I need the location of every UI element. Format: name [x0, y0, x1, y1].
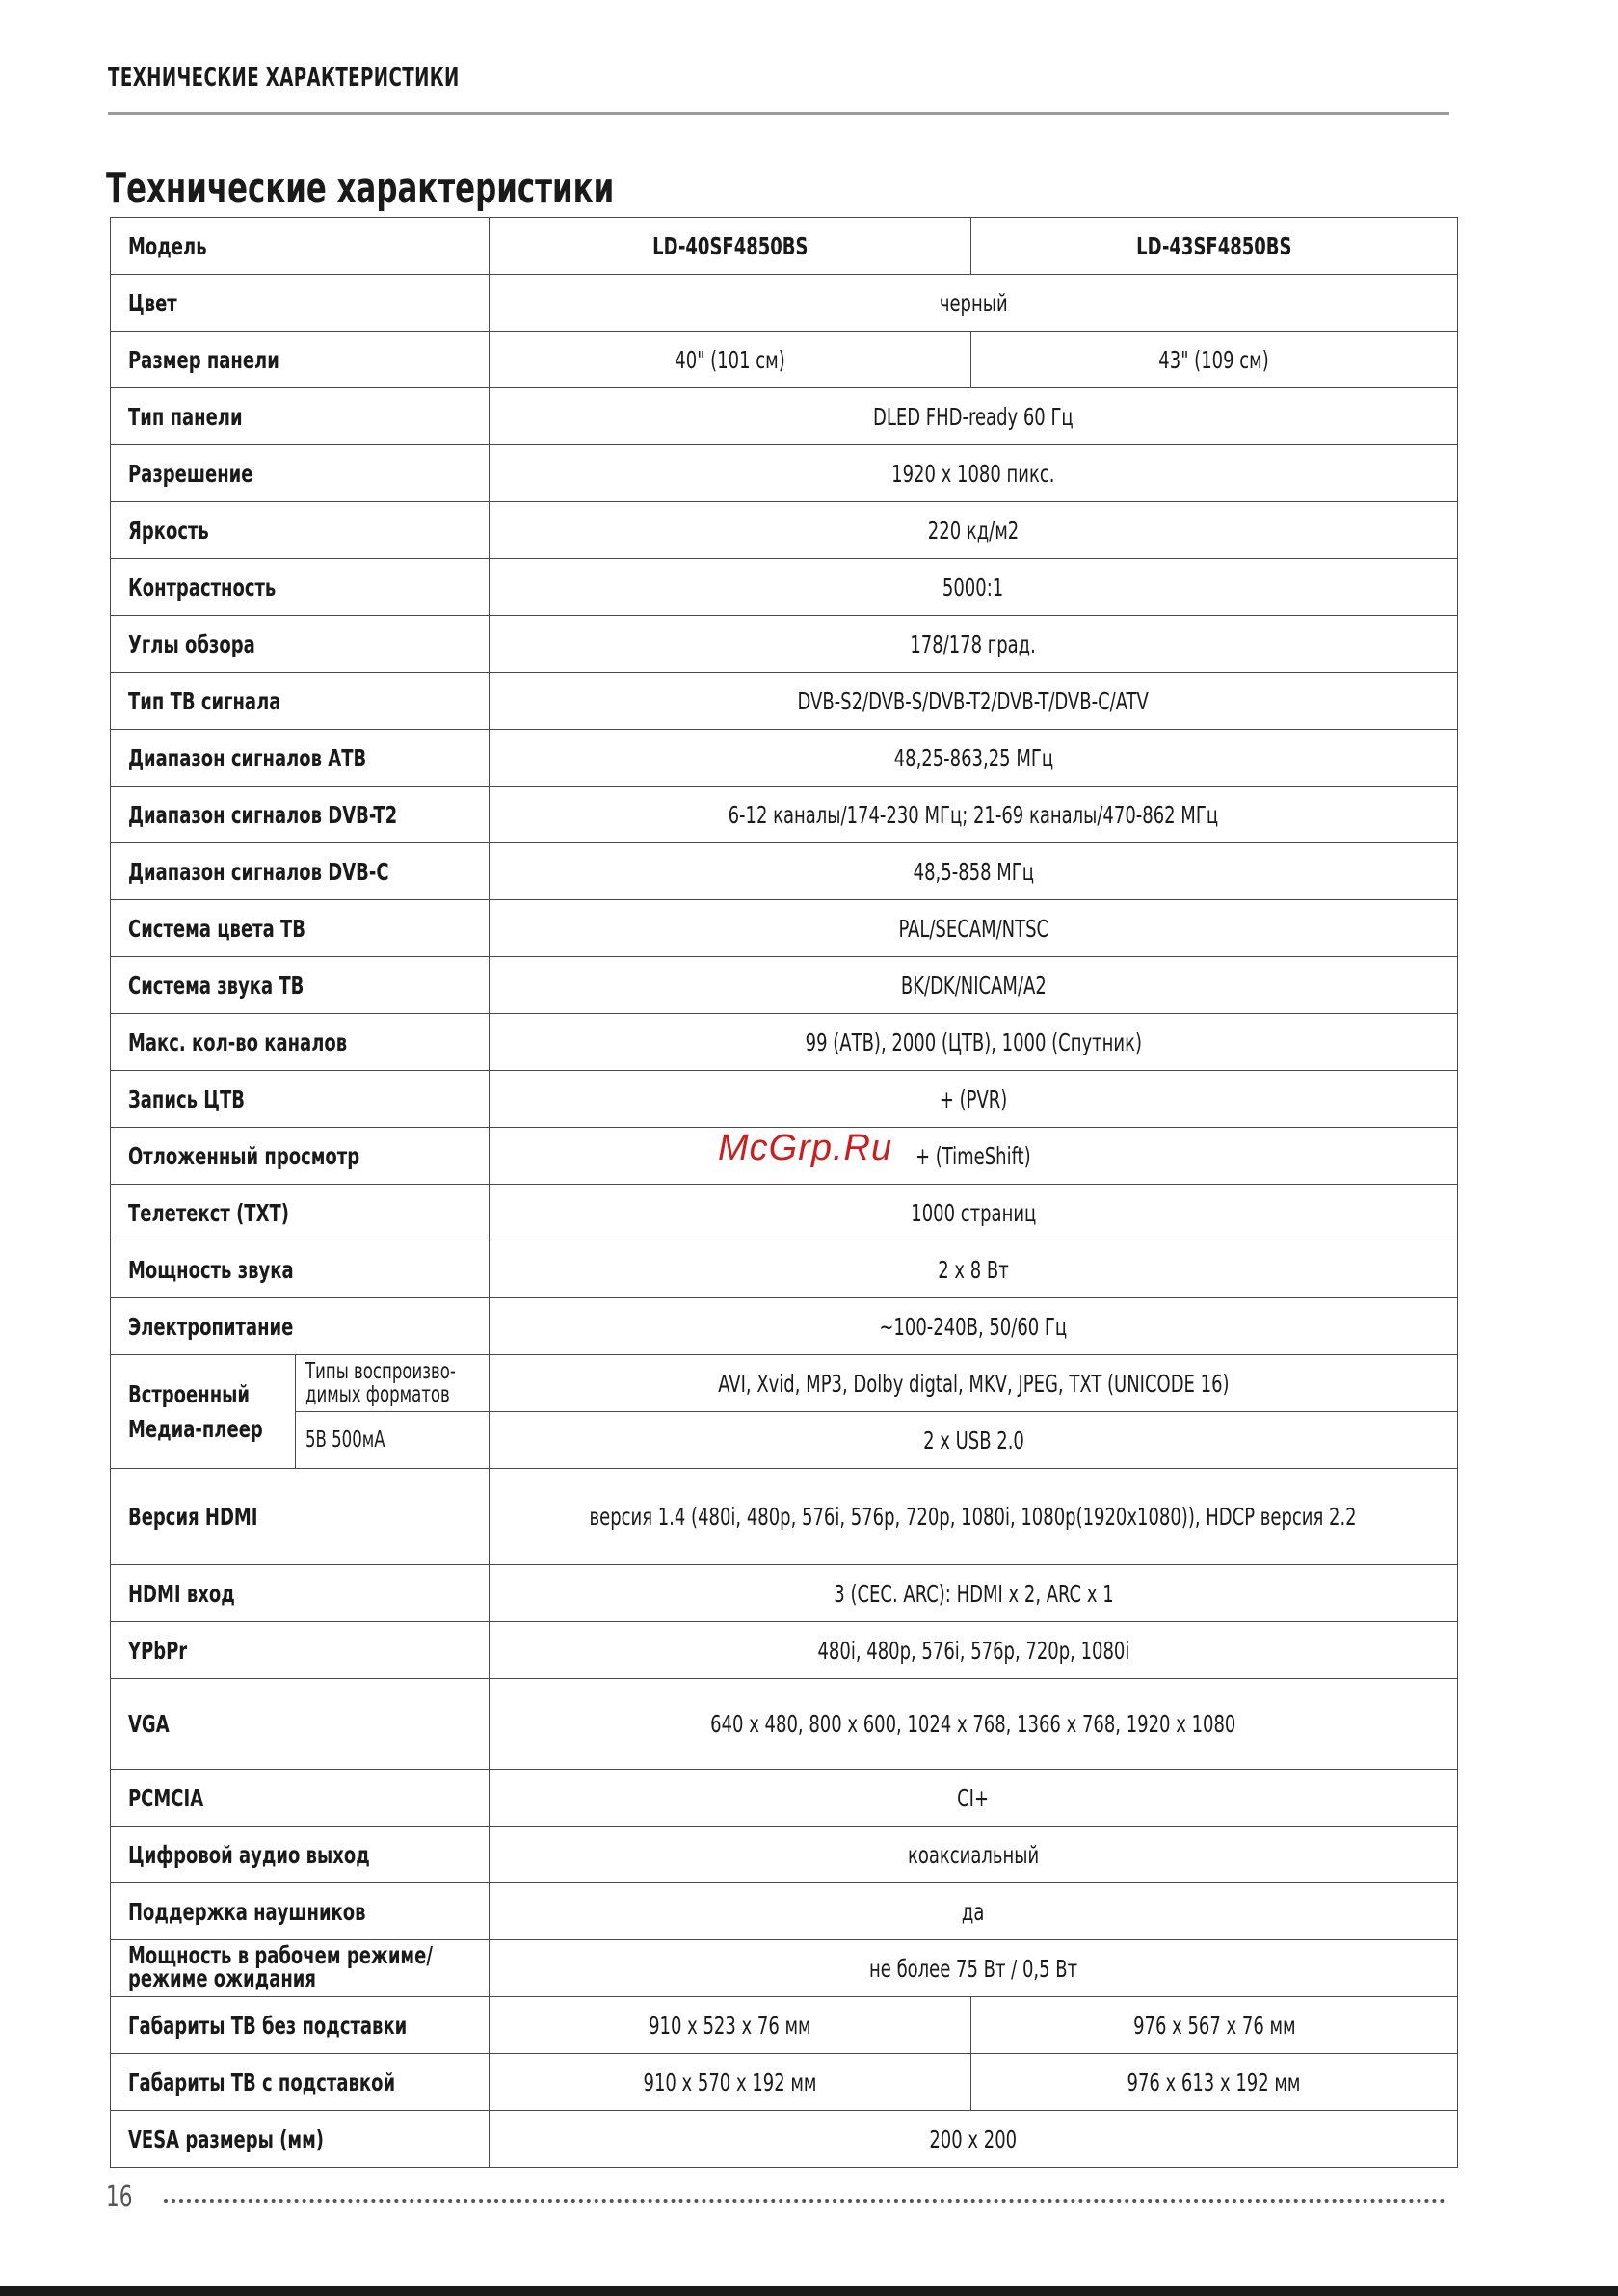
row-value: 220 кд/м2: [927, 516, 1020, 545]
row-label: VGA: [128, 1710, 170, 1738]
row-value: 3 (CEC. ARC): HDMI x 2, ARC x 1: [833, 1579, 1114, 1608]
row-label: Мощность в рабочем режиме/ режиме ожидания: [128, 1941, 433, 1992]
row-value-b: 976 х 613 х 192 мм: [1127, 2068, 1301, 2096]
table-row: [111, 1827, 1458, 1883]
table-row: [111, 218, 1458, 275]
section-header: ТЕХНИЧЕСКИЕ ХАРАКТЕРИСТИКИ: [108, 64, 460, 93]
row-value: 480i, 480p, 576i, 576p, 720p, 1080i: [817, 1636, 1129, 1665]
row-label: Углы обзора: [128, 629, 255, 658]
table-row: [111, 1997, 1458, 2054]
table-row: [111, 616, 1458, 673]
row-value: 640 х 480, 800 х 600, 1024 х 768, 1366 х 768, 1920 х 1080: [710, 1710, 1236, 1738]
row-label: YPbPr: [128, 1636, 188, 1665]
row-label: Контрастность: [128, 573, 277, 601]
row-label: Мощность звука: [128, 1255, 294, 1284]
row-label: Яркость: [128, 516, 209, 545]
table-row: [111, 1883, 1458, 1940]
table-row: [111, 1071, 1458, 1128]
media-player-label-2: Медиа-плеер: [128, 1414, 263, 1443]
table-row: [111, 957, 1458, 1014]
row-label: PCMCIA: [128, 1783, 204, 1812]
row-value: + (TimeShift): [915, 1141, 1031, 1170]
table-row: [111, 1770, 1458, 1827]
table-row: [111, 1241, 1458, 1298]
row-value-a: 910 х 570 х 192 мм: [643, 2068, 817, 2096]
table-row: [111, 1014, 1458, 1071]
row-value: + (PVR): [939, 1084, 1008, 1113]
row-value: 2 х 8 Вт: [938, 1255, 1009, 1284]
media-formats-value: AVI, Xvid, MP3, Dolby digtal, MKV, JPEG, TXT (UNICODE 16): [717, 1369, 1230, 1398]
row-value: 1000 страниц: [910, 1198, 1037, 1227]
row-value: 1920 х 1080 пикс.: [891, 459, 1055, 488]
row-label: Размер панели: [128, 345, 279, 374]
footer-dotted-line: [164, 2199, 1446, 2203]
row-label: Макс. кол-во каналов: [128, 1028, 348, 1056]
row-value: 48,5-858 МГц: [913, 857, 1034, 886]
row-label: Система звука ТВ: [128, 971, 305, 1000]
row-value: 200 х 200: [929, 2124, 1018, 2153]
table-row: [111, 1940, 1458, 1997]
table-row: [111, 275, 1458, 332]
row-label: HDMI вход: [128, 1579, 235, 1608]
table-row: [111, 559, 1458, 616]
row-value: версия 1.4 (480i, 480p, 576i, 576p, 720p, 1080i, 1080p(1920x1080)), HDCP версия 2.2: [589, 1503, 1358, 1531]
table-row: [111, 673, 1458, 730]
row-label: Версия HDMI: [128, 1503, 258, 1531]
row-label: Электропитание: [128, 1312, 294, 1341]
row-value-a: 910 х 523 х 76 мм: [649, 2011, 811, 2040]
table-row: [111, 1679, 1458, 1770]
row-label: Поддержка наушников: [128, 1897, 366, 1926]
row-value: черный: [939, 288, 1008, 317]
table-row: [111, 332, 1458, 388]
table-row: [111, 900, 1458, 957]
table-row: [111, 1565, 1458, 1622]
row-value: 5000:1: [942, 573, 1004, 601]
row-label: Тип панели: [128, 402, 243, 431]
row-label: Диапазон сигналов АТВ: [128, 743, 367, 772]
row-label: Система цвета ТВ: [128, 914, 305, 943]
row-value: DLED FHD-ready 60 Гц: [873, 402, 1074, 431]
table-row: [111, 388, 1458, 445]
row-label: Запись ЦТВ: [128, 1084, 245, 1113]
table-row: [111, 1355, 1458, 1412]
media-formats-label: Типы воспроизво-димых форматов: [305, 1359, 456, 1407]
table-row: [111, 1298, 1458, 1355]
table-row: [111, 1185, 1458, 1241]
table-row: [111, 2054, 1458, 2111]
table-row: [111, 787, 1458, 843]
media-player-label-1: Встроенный: [128, 1379, 250, 1408]
row-value-b: 976 х 567 х 76 мм: [1132, 2011, 1296, 2040]
table-row: [111, 730, 1458, 787]
table-row: [111, 445, 1458, 502]
row-label: Тип ТВ сигнала: [128, 686, 281, 715]
row-value-a: 40" (101 см): [675, 345, 785, 374]
page-number: 16: [106, 2180, 133, 2214]
row-value: 99 (АТВ), 2000 (ЦТВ), 1000 (Спутник): [805, 1028, 1142, 1056]
row-label: VESA размеры (мм): [128, 2124, 325, 2153]
row-value: да: [962, 1897, 985, 1926]
row-label: Диапазон сигналов DVB-C: [128, 857, 389, 886]
table-row: [111, 843, 1458, 900]
model-b: LD-43SF4850BS: [1136, 231, 1292, 260]
row-value: CI+: [957, 1783, 990, 1812]
page-title: Технические характеристики: [106, 164, 615, 213]
row-value: коаксиальный: [907, 1840, 1040, 1869]
row-label: Разрешение: [128, 459, 253, 488]
table-row: [111, 1622, 1458, 1679]
table-row: [111, 1469, 1458, 1565]
table-row: [111, 502, 1458, 559]
header-divider: [108, 112, 1449, 115]
row-value: ~100-240В, 50/60 Гц: [879, 1312, 1068, 1341]
row-label: Модель: [128, 231, 207, 260]
row-value: PAL/SECAM/NTSC: [898, 914, 1048, 943]
row-label: Цвет: [128, 288, 177, 317]
table-row: [111, 1412, 1458, 1469]
model-a: LD-40SF4850BS: [651, 231, 809, 260]
row-label: Габариты ТВ без подставки: [128, 2011, 408, 2040]
row-value: 178/178 град.: [910, 629, 1037, 658]
row-value: 6-12 каналы/174-230 МГц; 21-69 каналы/470-862 МГц: [728, 800, 1219, 829]
row-value: BK/DK/NICAM/A2: [900, 971, 1047, 1000]
media-usb-label: 5В 500мА: [305, 1428, 385, 1453]
row-value-b: 43" (109 см): [1158, 345, 1270, 374]
bottom-edge-bar: [0, 2286, 1618, 2296]
row-label: Диапазон сигналов DVB-T2: [128, 800, 398, 829]
media-usb-value: 2 х USB 2.0: [922, 1426, 1024, 1455]
row-label: Цифровой аудио выход: [128, 1840, 370, 1869]
watermark-logo: McGrp.Ru: [718, 1128, 893, 1168]
row-value: DVB-S2/DVB-S/DVB-T2/DVB-T/DVB-C/ATV: [797, 686, 1150, 715]
row-value: 48,25-863,25 МГц: [893, 743, 1053, 772]
row-value: не более 75 Вт / 0,5 Вт: [868, 1954, 1078, 1983]
spec-table: [110, 217, 1458, 2168]
row-label: Телетекст (TXT): [128, 1198, 289, 1227]
table-row: [111, 2111, 1458, 2168]
row-label: Габариты ТВ с подставкой: [128, 2068, 396, 2096]
row-label: Отложенный просмотр: [128, 1141, 360, 1170]
